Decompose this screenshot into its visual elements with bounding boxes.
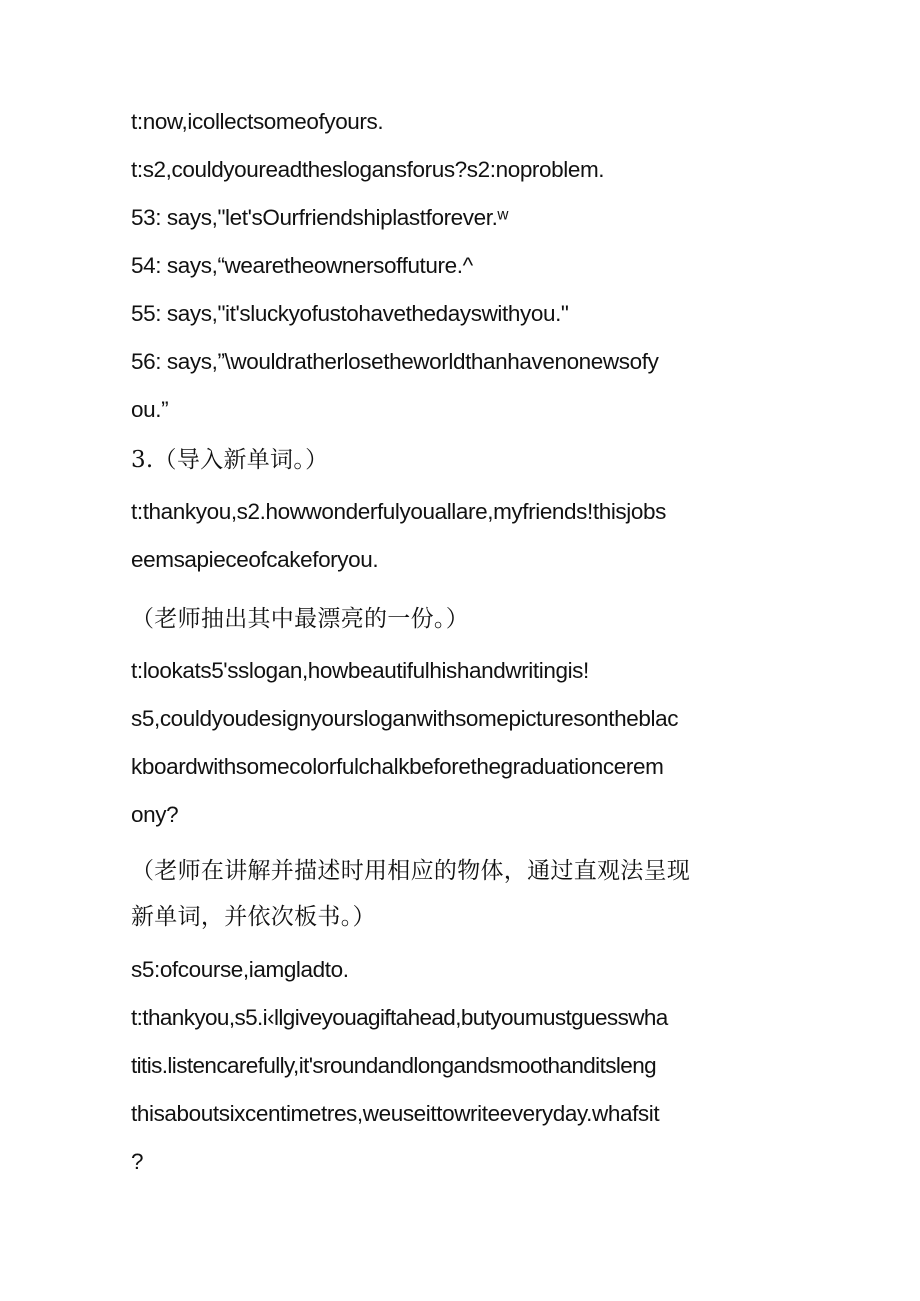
text-line: ? <box>131 1149 144 1174</box>
text-line: 55: says,"it'sluckyofustohavethedayswithyou." <box>131 301 569 326</box>
text-line: titis.listencarefully,it'sroundandlongandsmoothanditsleng <box>131 1053 657 1078</box>
text-line: t:thankyou,s2.howwonderfulyouallare,myfriends!thisjobs <box>131 499 666 524</box>
text-line: t:s2,couldyoureadtheslogansforus?s2:noproblem. <box>131 157 605 182</box>
text-line: t:now,icollectsomeofyours. <box>131 109 384 134</box>
text-line: s5:ofcourse,iamgladto. <box>131 957 349 982</box>
text-line: ony? <box>131 802 179 827</box>
text-line: eemsapieceofcakeforyou. <box>131 547 379 572</box>
text-line: t:lookats5'sslogan,howbeautifulhishandwritingis! <box>131 658 589 683</box>
section-heading: 3.（导入新单词。） <box>131 447 329 473</box>
stage-direction: （老师在讲解并描述时用相应的物体，通过直观法呈现 <box>131 858 691 884</box>
text-line: 53: says,"let'sOurfriendshiplastforever.ʷ <box>131 205 508 230</box>
text-line: thisaboutsixcentimetres,weuseittowriteeveryday.whafsit <box>131 1101 660 1126</box>
stage-direction: （老师抽出其中最漂亮的一份。） <box>131 606 469 632</box>
text-line: t:thankyou,s5.i‹llgiveyouagiftahead,butyoumustguesswha <box>131 1005 668 1030</box>
text-line: 54: says,“wearetheownersoffuture.^ <box>131 253 473 278</box>
text-line: kboardwithsomecolorfulchalkbeforethegraduationcerem <box>131 754 664 779</box>
stage-direction: 新单词，并依次板书。） <box>131 904 376 930</box>
text-line: s5,couldyoudesignyoursloganwithsomepicturesontheblac <box>131 706 679 731</box>
text-line: ou.” <box>131 397 169 422</box>
text-line: 56: says,”\wouldratherlosetheworldthanhavenonewsofy <box>131 349 659 374</box>
